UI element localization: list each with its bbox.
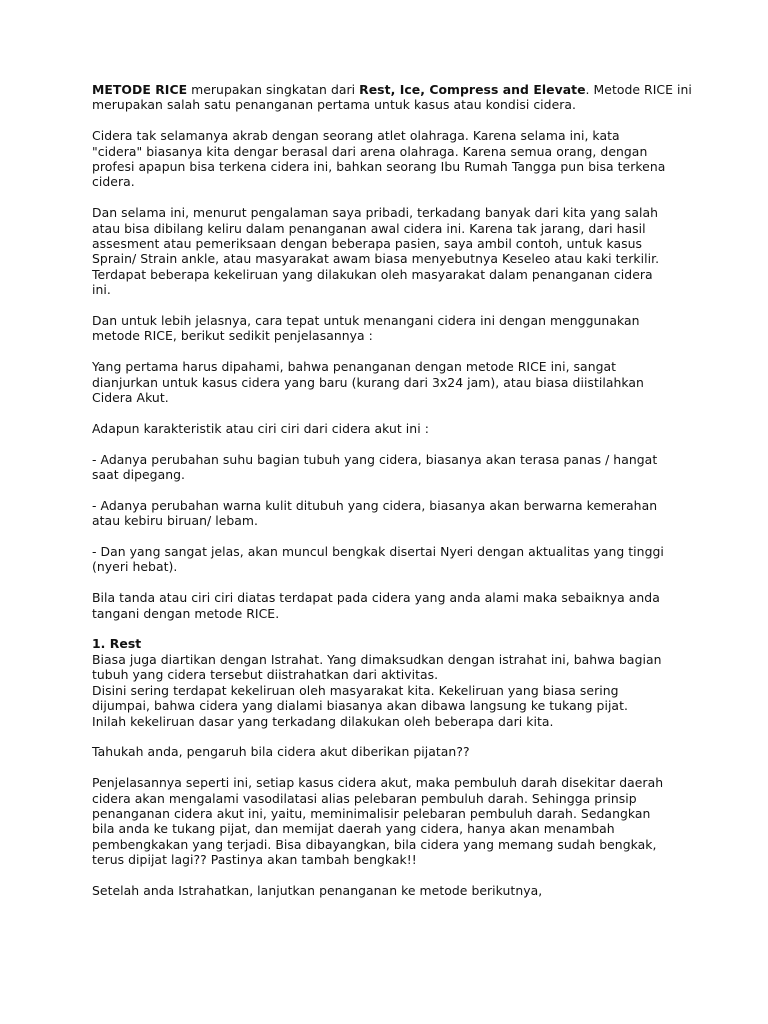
- text-line: Setelah anda Istrahatkan, lanjutkan penanganan ke metode berikutnya,: [92, 882, 543, 898]
- text-line: Dan selama ini, menurut pengalaman saya pribadi, terkadang banyak dari kita yang salah: [92, 205, 658, 221]
- text-line: Bila tanda atau ciri ciri diatas terdapat pada cidera yang anda alami maka sebaiknya anda: [92, 590, 660, 606]
- text-line: Biasa juga diartikan dengan Istrahat. Yang dimaksudkan dengan istrahat ini, bahwa bagian: [92, 651, 662, 667]
- text-line: Yang pertama harus dipahami, bahwa penanganan dengan metode RICE ini, sangat: [92, 359, 617, 375]
- text-line: merupakan salah satu penanganan pertama untuk kasus atau kondisi cidera.: [92, 97, 577, 113]
- text-line: Penjelasannya seperti ini, setiap kasus cidera akut, maka pembuluh darah disekitar daerah: [92, 775, 664, 791]
- section-rest: [92, 636, 684, 728]
- text-line: Dan untuk lebih jelasnya, cara tepat untuk menangani cidera ini dengan menggunakan: [92, 313, 640, 329]
- text-line: Disini sering terdapat kekeliruan oleh masyarakat kita. Kekeliruan yang biasa sering: [92, 682, 619, 698]
- text-line: dianjurkan untuk kasus cidera yang baru (kurang dari 3x24 jam), atau biasa diistilahkan: [92, 374, 644, 390]
- text-line: Inilah kekeliruan dasar yang terkadang dilakukan oleh beberapa dari kita.: [92, 713, 554, 729]
- text-span: . Metode RICE ini: [585, 82, 692, 97]
- paragraph-pertanyaan-pijatan: [92, 744, 684, 759]
- paragraph-vasodilatasi: [92, 775, 684, 867]
- text-line: Cidera Akut.: [92, 390, 169, 406]
- paragraph-cidera-atlet: [92, 128, 684, 190]
- text-line: Adapun karakteristik atau ciri ciri dari cidera akut ini :: [92, 420, 429, 436]
- paragraph-lanjutkan: [92, 883, 684, 898]
- text-line: ini.: [92, 282, 111, 298]
- text-line: cidera.: [92, 174, 135, 190]
- text-span: merupakan singkatan dari: [187, 82, 360, 97]
- text-line: atau kebiru biruan/ lebam.: [92, 513, 259, 529]
- text-line: - Adanya perubahan warna kulit ditubuh yang cidera, biasanya akan berwarna kemerahan: [92, 497, 658, 513]
- text-line: Sprain/ Strain ankle, atau masyarakat awam biasa menyebutnya Keseleo atau kaki terkilir.: [92, 251, 660, 267]
- list-item-suhu: [92, 452, 684, 483]
- text-line: profesi apapun bisa terkena cidera ini, bahkan seorang Ibu Rumah Tangga pun bisa terkena: [92, 159, 666, 175]
- paragraph-intro: [92, 82, 692, 113]
- text-line: Cidera tak selamanya akrab dengan seorang atlet olahraga. Karena selama ini, kata: [92, 128, 620, 144]
- text-line: tubuh yang cidera tersebut diistrahatkan dari aktivitas.: [92, 667, 439, 683]
- text-line: assesment atau pemeriksaan dengan beberapa pasien, saya ambil contoh, untuk kasus: [92, 236, 643, 252]
- text-line: penanganan cidera akut ini, yaitu, meminimalisir pelebaran pembuluh darah. Sedangkan: [92, 805, 651, 821]
- paragraph-karakteristik: [92, 421, 684, 436]
- paragraph-kekeliruan: [92, 205, 684, 297]
- text-line: bila anda ke tukang pijat, dan memijat daerah yang cidera, hanya akan menambah: [92, 821, 615, 837]
- text-line: terus dipijat lagi?? Pastinya akan tambah bengkak!!: [92, 852, 417, 868]
- text-line: metode RICE, berikut sedikit penjelasannya :: [92, 328, 373, 344]
- section-heading-rest: 1. Rest: [92, 636, 142, 652]
- text-line: Tahukah anda, pengaruh bila cidera akut diberikan pijatan??: [92, 744, 470, 760]
- text-line: dijumpai, bahwa cidera yang dialami biasanya akan dibawa langsung ke tukang pijat.: [92, 698, 628, 714]
- text-line: - Dan yang sangat jelas, akan muncul bengkak disertai Nyeri dengan aktualitas yang tinggi: [92, 544, 664, 560]
- text-line: saat dipegang.: [92, 467, 186, 483]
- text-line: - Adanya perubahan suhu bagian tubuh yang cidera, biasanya akan terasa panas / hangat: [92, 451, 658, 467]
- bold-term-rice: METODE RICE: [92, 82, 188, 97]
- text-line: [92, 82, 692, 97]
- text-line: "cidera" biasanya kita dengar berasal dari arena olahraga. Karena semua orang, dengan: [92, 143, 648, 159]
- document-page: [92, 82, 692, 898]
- bold-term-expansion: Rest, Ice, Compress and Elevate: [359, 82, 586, 97]
- text-line: (nyeri hebat).: [92, 559, 178, 575]
- paragraph-penjelasan: [92, 313, 684, 344]
- text-line: cidera akan mengalami vasodilatasi alias pelebaran pembuluh darah. Sehingga prinsip: [92, 790, 637, 806]
- text-line: Terdapat beberapa kekeliruan yang dilakukan oleh masyarakat dalam penanganan cidera: [92, 266, 653, 282]
- paragraph-tangani: [92, 590, 684, 621]
- list-item-bengkak: [92, 544, 684, 575]
- text-line: tangani dengan metode RICE.: [92, 605, 280, 621]
- text-line: atau bisa dibilang keliru dalam penanganan awal cidera ini. Karena tak jarang, dari hasil: [92, 220, 646, 236]
- list-item-warna-kulit: [92, 498, 684, 529]
- text-line: pembengkakan yang terjadi. Bisa dibayangkan, bila cidera yang memang sudah bengkak,: [92, 836, 657, 852]
- paragraph-cidera-akut: [92, 359, 684, 405]
